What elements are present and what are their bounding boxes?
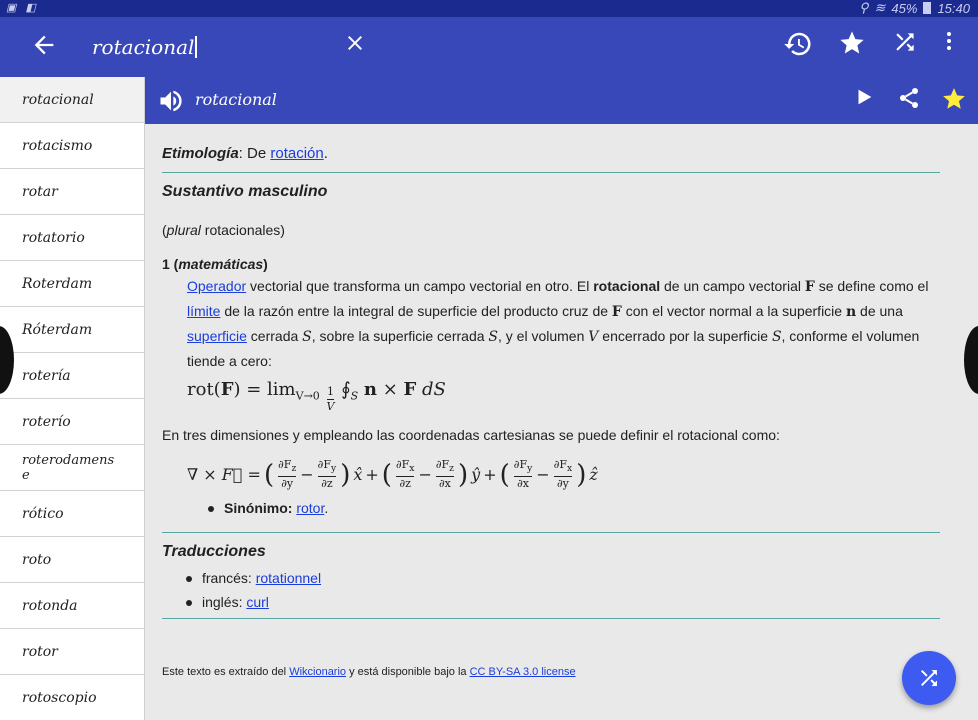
list-item[interactable]: rotoscopio [0,675,144,720]
operador-link[interactable]: Operador [187,278,247,294]
bullet-icon [186,576,192,582]
list-item[interactable]: roterodamense [0,445,144,491]
translation-item: inglés: curl [186,592,269,612]
list-item[interactable]: rotería [0,353,144,399]
list-item[interactable]: rotacismo [0,123,144,169]
wikcionario-link[interactable]: Wikcionario [289,666,347,678]
cartesian-intro: En tres dimensiones y empleando las coordenadas cartesianas se puede definir el rotacional como: [162,427,780,443]
shuffle-icon[interactable] [888,29,922,63]
word-list [0,77,145,720]
app-bar [0,17,978,77]
limite-link[interactable]: límite [187,303,221,319]
status-bar [0,0,978,17]
sense-number: 1 (matemáticas) [162,256,268,272]
list-item[interactable]: rotor [0,629,144,675]
share-icon[interactable] [894,86,924,116]
license-link[interactable]: CC BY-SA 3.0 license [469,666,576,678]
etymology: Etimología: De rotación. [162,145,328,162]
location-icon: ⚲ [858,0,869,15]
translation-item: francés: rotationnel [186,568,321,588]
list-item[interactable]: rótico [0,491,144,537]
translation-link[interactable]: curl [246,594,269,610]
plural-note: (plural rotacionales) [162,222,285,238]
random-word-button[interactable] [902,651,956,705]
battery-percent: 45% [891,0,918,16]
play-icon[interactable] [849,86,879,116]
bullet-icon [208,506,214,512]
translation-link[interactable]: rotationnel [255,570,322,586]
entry-word: rotacional [195,90,277,109]
list-item[interactable]: rotar [0,169,144,215]
list-item[interactable]: rotonda [0,583,144,629]
superficie-link[interactable]: superficie [187,328,247,344]
list-item[interactable]: rotacional [0,77,144,123]
entry-header [145,77,978,124]
clock: 15:40 [937,0,970,16]
list-item[interactable]: Roterdam [0,261,144,307]
wifi-icon: ≋ [874,0,886,15]
entry-content [162,124,942,720]
back-arrow-icon[interactable] [30,31,58,59]
curl-definition-formula: $rot(F) = \lim_{V\to 0}$ $\frac{1}{V}$ $∮_S$ n × F dS [187,379,446,413]
pos-heading: Sustantivo masculino [162,183,328,200]
notification-icons: ▣ ◧ [6,2,39,14]
clear-close-icon[interactable] [343,31,367,62]
definition-text: Operador vectorial que transforma un campo vectorial en otro. El rotacional de un campo vectorial F se define como el límite de la razón entre la integral de superficie del producto cruz de F con el vector normal a la superficie n de una superficie cerrada S, sobre la superficie cerrada S, y el volumen V encerrado por la superficie S, conforme el volumen tiende a cero: [187,278,929,369]
list-item[interactable]: roto [0,537,144,583]
screen-edge-right [964,326,978,394]
license-footer: Este texto es extraído del Wikcionario y está disponible bajo la CC BY-SA 3.0 license [162,666,576,678]
synonym: Sinónimo: rotor. [208,498,328,518]
star-icon[interactable] [835,29,869,63]
bullet-icon [186,600,192,606]
divider [162,172,940,173]
curl-cartesian-formula: ∇ × F⃗ = ( $\frac{\partial F_z}{\partial y}$ − $\frac{\partial F_y}{\partial z}$ ) x̂ + ( $\frac{\partial F_x}{\partial z}$ − $\frac{\partial F_z}{\partial x}$ ) ŷ + ( $\frac{\partial F_y}{\partial x}$ − $\frac{\partial F_x}{\partial y}$ ) ẑ [187,458,598,491]
list-item[interactable]: roterío [0,399,144,445]
divider [162,532,940,533]
shuffle-icon [917,666,941,690]
etymology-link[interactable]: rotación [270,145,324,162]
list-item[interactable]: rotatorio [0,215,144,261]
rotor-link[interactable]: rotor [296,500,325,516]
battery-icon [923,2,931,14]
favorite-star-icon[interactable] [939,86,969,116]
divider [162,618,940,619]
more-vert-icon[interactable] [932,29,966,63]
search-input[interactable]: rotacional [92,35,197,59]
history-icon[interactable] [781,29,815,63]
translations-heading: Traducciones [162,543,266,560]
speaker-icon[interactable] [157,87,185,115]
text-caret [195,36,197,58]
list-item[interactable]: Róterdam [0,307,144,353]
